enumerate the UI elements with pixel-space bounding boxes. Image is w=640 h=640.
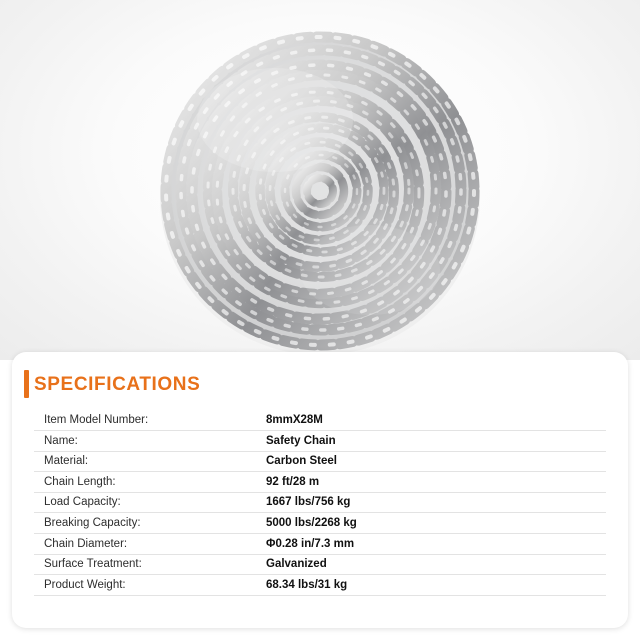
spec-label: Breaking Capacity: [34, 513, 266, 534]
table-row [34, 554, 606, 575]
spec-label: Material: [34, 451, 266, 472]
spec-value: Carbon Steel [266, 451, 606, 472]
table-row [34, 472, 606, 493]
spec-value: 8mmX28M [266, 410, 606, 431]
table-row [34, 492, 606, 513]
spec-label: Load Capacity: [34, 492, 266, 513]
table-row [34, 513, 606, 534]
spec-label: Surface Treatment: [34, 554, 266, 575]
spec-value: 92 ft/28 m [266, 472, 606, 493]
spec-value: Galvanized [266, 554, 606, 575]
spec-value: 68.34 lbs/31 kg [266, 575, 606, 596]
table-row [34, 451, 606, 472]
spec-value: Safety Chain [266, 431, 606, 452]
spec-label: Item Model Number: [34, 410, 266, 431]
specifications-table [34, 410, 606, 596]
table-row [34, 575, 606, 596]
spec-label: Name: [34, 431, 266, 452]
specifications-accent-bar [24, 370, 29, 398]
table-row [34, 431, 606, 452]
spec-label: Chain Diameter: [34, 534, 266, 555]
specifications-title: SPECIFICATIONS [34, 374, 201, 395]
chain-coil-image [155, 25, 485, 355]
spec-value: Φ0.28 in/7.3 mm [266, 534, 606, 555]
spec-label: Product Weight: [34, 575, 266, 596]
table-row [34, 410, 606, 431]
spec-label: Chain Length: [34, 472, 266, 493]
spec-value: 5000 lbs/2268 kg [266, 513, 606, 534]
specifications-card [12, 352, 628, 628]
table-row [34, 534, 606, 555]
spec-value: 1667 lbs/756 kg [266, 492, 606, 513]
